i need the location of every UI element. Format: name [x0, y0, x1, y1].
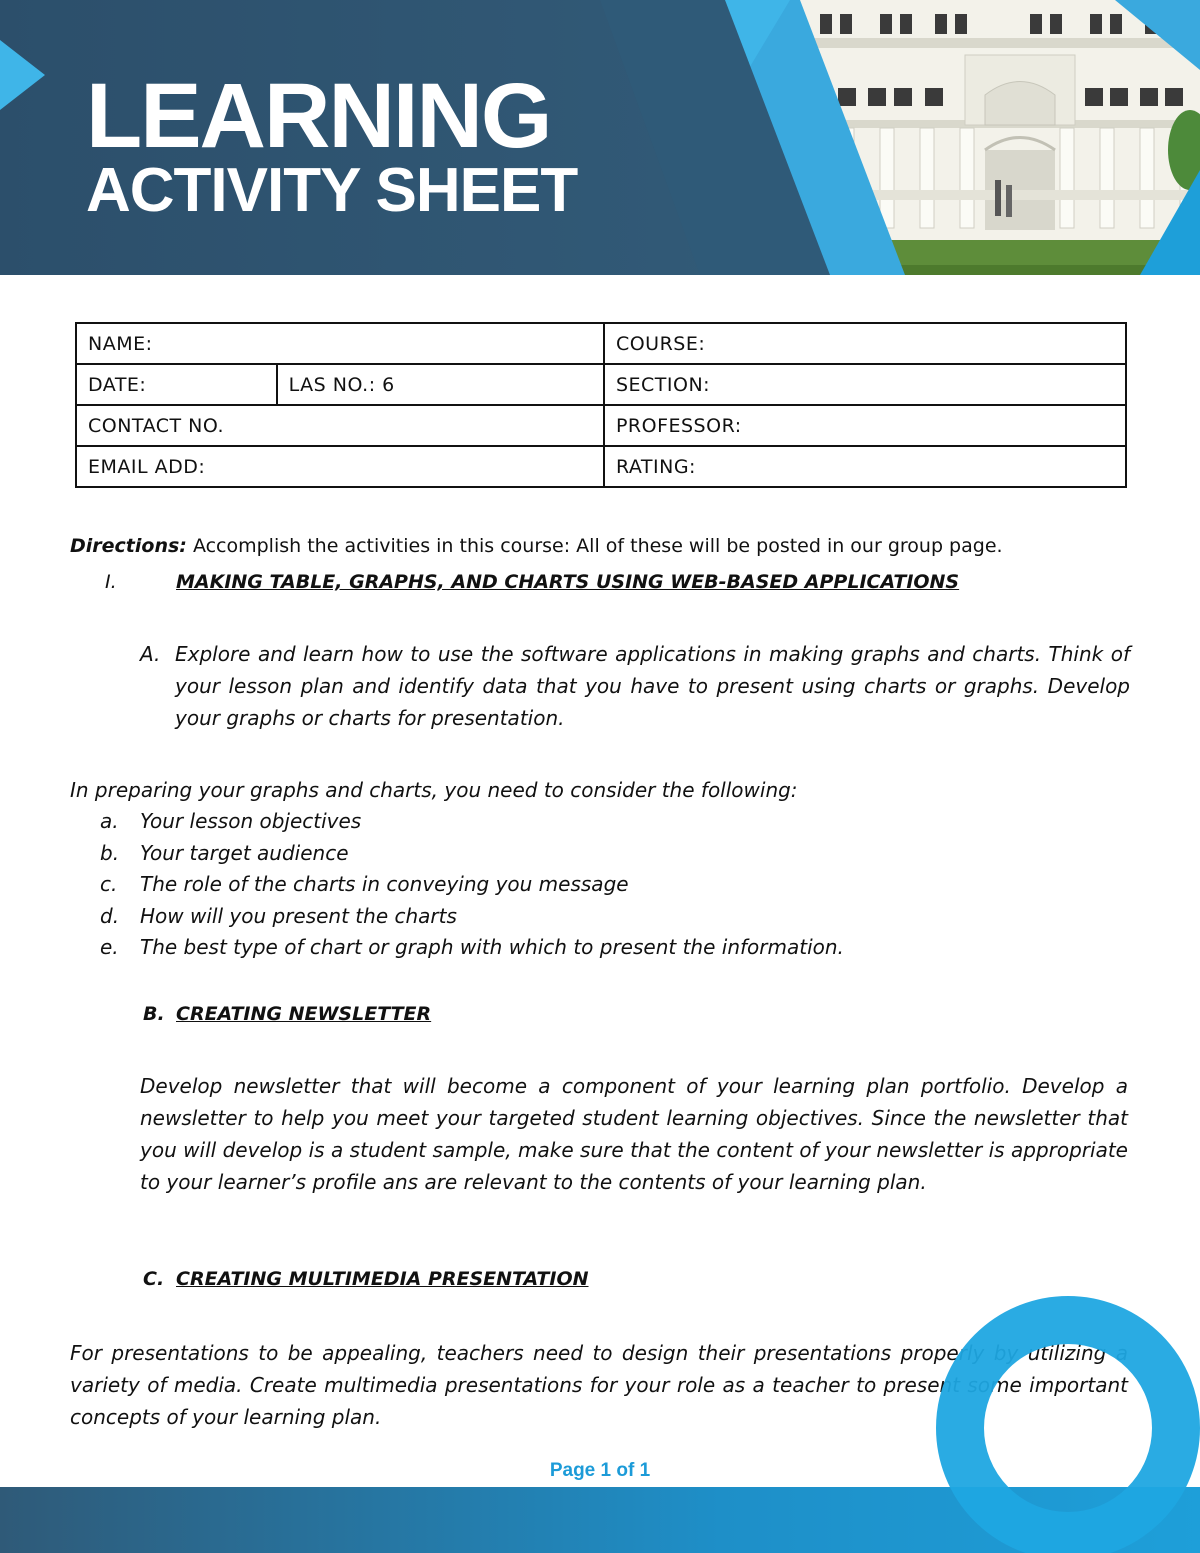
las-no-field[interactable]: LAS NO.: 6	[277, 364, 604, 405]
directions-text: Accomplish the activities in this course: All of these will be posted in our group page.	[192, 535, 1003, 557]
considerations-list	[100, 806, 844, 964]
title-learning: LEARNING	[86, 65, 551, 167]
considerations-intro: In preparing your graphs and charts, you need to consider the following:	[70, 778, 798, 802]
section-c-title: CREATING MULTIMEDIA PRESENTATION	[176, 1268, 589, 1290]
student-info-table	[75, 322, 1127, 488]
list-item: e. The best type of chart or graph with which to present the information.	[100, 935, 844, 959]
rating-field[interactable]: RATING:	[604, 446, 1126, 487]
contact-field[interactable]: CONTACT NO.	[76, 405, 604, 446]
section-c-heading	[143, 1268, 589, 1290]
section-c-text: For presentations to be appealing, teachers need to design their presentations properly by utilizing a variety of media. Create multimedia presentations for your role as a teacher to present some important concepts of your learning plan.	[70, 1341, 1128, 1429]
directions	[70, 535, 1003, 557]
section-1-heading	[105, 571, 959, 593]
date-field[interactable]: DATE:	[76, 364, 277, 405]
professor-field[interactable]: PROFESSOR:	[604, 405, 1126, 446]
name-field[interactable]: NAME:	[76, 323, 604, 364]
course-field[interactable]: COURSE:	[604, 323, 1126, 364]
email-field[interactable]: EMAIL ADD:	[76, 446, 604, 487]
section-b-title: CREATING NEWSLETTER	[176, 1003, 432, 1025]
section-1-marker: I.	[105, 571, 117, 593]
decorative-ring	[930, 1290, 1200, 1553]
list-item: b. Your target audience	[100, 840, 349, 865]
section-field[interactable]: SECTION:	[604, 364, 1126, 405]
item-a-marker: A.	[140, 642, 161, 666]
section-c-marker: C.	[143, 1268, 165, 1290]
list-item: d. How will you present the charts	[100, 903, 457, 928]
title-activity-sheet: ACTIVITY SHEET	[86, 156, 578, 225]
list-item: a. Your lesson objectives	[100, 809, 362, 833]
page-number: Page 1 of 1	[549, 1460, 651, 1481]
header-banner	[0, 0, 1200, 275]
section-b-text: Develop newsletter that will become a component of your learning plan portfolio. Develop a newsletter to help you meet your targeted student learning objectives. Since the newsletter that you will develop is a student sample, make sure that the content of your newsletter is appropriate to your learner’s profile ans are relevant to the contents of your learning plan.	[140, 1074, 1128, 1194]
list-item: c. The role of the charts in conveying you message	[100, 872, 629, 896]
section-b-marker: B.	[143, 1003, 165, 1025]
section-1-title: MAKING TABLE, GRAPHS, AND CHARTS USING WEB-BASED APPLICATIONS	[176, 571, 960, 593]
item-a-text: Explore and learn how to use the software applications in making graphs and charts. Think of your lesson plan and identify data that you have to present using charts or graphs. Develop your graphs or charts for presentation.	[175, 642, 1130, 730]
directions-label: Directions:	[70, 535, 187, 557]
section-b-heading	[143, 1003, 431, 1025]
